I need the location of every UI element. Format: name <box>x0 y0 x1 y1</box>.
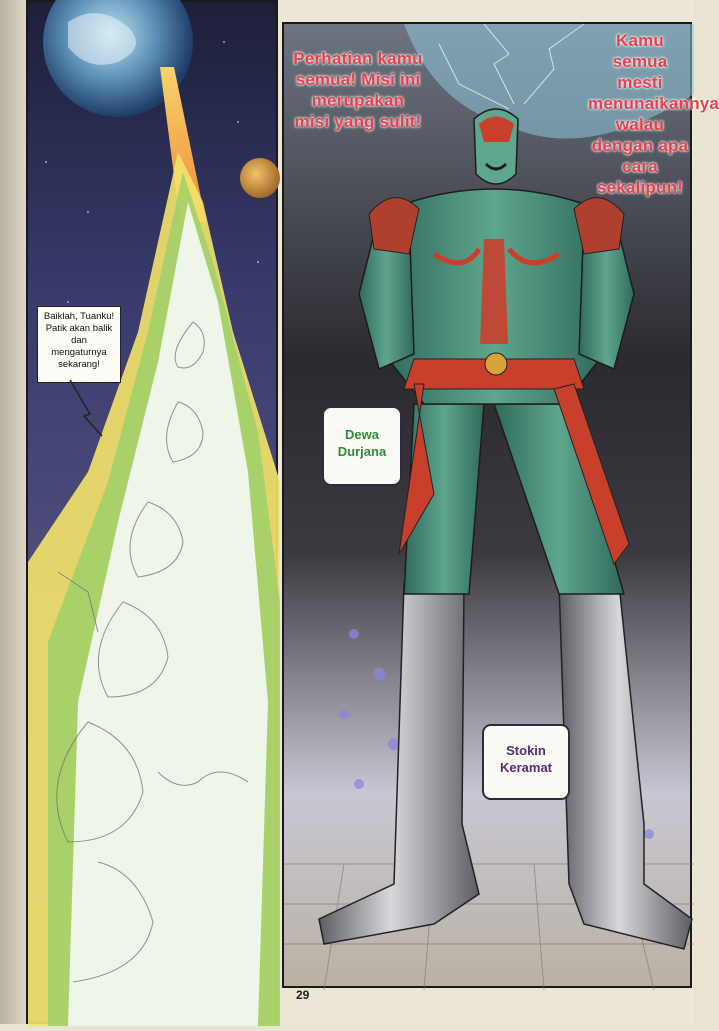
panel-left-artwork <box>28 2 280 1026</box>
caption-right-text: Kamu semua mesti menunaikannya walau dengan apa cara sekalipun! <box>588 31 719 197</box>
label-villain-name <box>322 406 402 486</box>
moon <box>240 158 280 198</box>
page-gutter <box>0 0 26 1024</box>
label-villain-name-text: Dewa Durjana <box>337 427 387 459</box>
speech-bubble-tail <box>68 380 108 438</box>
speech-bubble-text: Baiklah, Tuanku! Patik akan balik dan mengaturnya sekarang! <box>43 311 115 370</box>
left-boot <box>319 584 479 944</box>
label-magic-boots-text: Stokin Keramat <box>499 743 553 775</box>
speech-bubble <box>37 306 121 383</box>
right-boot <box>559 584 692 949</box>
caption-left-text: Perhatian kamu semua! Misi ini merupakan misi yang sulit! <box>293 49 423 131</box>
panel-right <box>282 22 719 988</box>
label-magic-boots <box>482 724 570 800</box>
panel-left <box>26 0 278 1024</box>
caption-right <box>588 30 719 198</box>
page-number: 29 <box>296 988 310 1002</box>
caption-left <box>292 48 424 132</box>
